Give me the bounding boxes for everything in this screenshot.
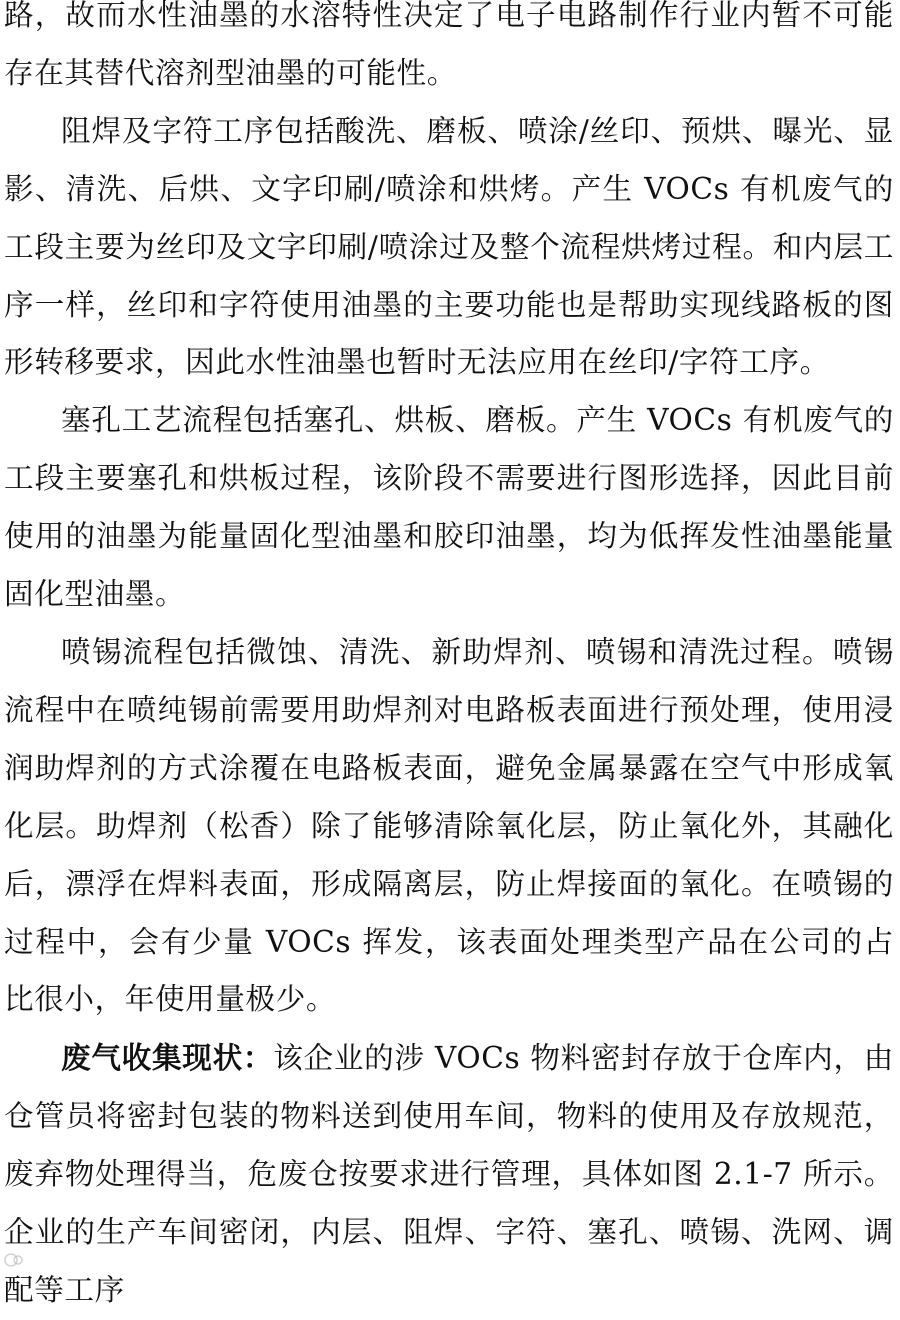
paragraph-continuation: [0, 0, 900, 103]
paragraph-hot-air-leveling-process: [0, 624, 900, 1029]
paragraph-solder-mask-process: [0, 103, 900, 393]
paragraph-text: 阻焊及字符工序包括酸洗、磨板、喷涂/丝印、预烘、曝光、显影、清洗、后烘、文字印刷/喷涂和烘烤。产生 VOCs 有机废气的工段主要为丝印及文字印刷/喷涂过及整个流程烘烤过程。和内层工序一样，丝印和字符使用油墨的主要功能也是帮助实现线路板的图形转移要求，因此水性油墨也暂时无法应用在丝印/字符工序。: [4, 113, 894, 380]
paragraph-text: 路，故而水性油墨的水溶特性决定了电子电路制作行业内暂不可能存在其替代溶剂型油墨的可能性。: [4, 0, 894, 90]
paragraph-exhaust-collection-status: [0, 1029, 900, 1320]
paragraph-text: 该企业的涉 VOCs 物料密封存放于仓库内，由仓管员将密封包装的物料送到使用车间，物料的使用及存放规范，废弃物处理得当，危废仓按要求进行管理，具体如图 2.1-7 所示。企业的生产车间密闭，内层、阻焊、字符、塞孔、喷锡、洗网、调配等工序: [4, 1041, 895, 1307]
paragraph-plug-hole-process: [0, 392, 900, 624]
paragraph-text: 喷锡流程包括微蚀、清洗、新助焊剂、喷锡和清洗过程。喷锡流程中在喷纯锡前需要用助焊剂对电路板表面进行预处理，使用浸润助焊剂的方式涂覆在电路板表面，避免金属暴露在空气中形成氧化层。助焊剂（松香）除了能够清除氧化层，防止氧化外，其融化后，漂浮在焊料表面，形成隔离层，防止焊接面的氧化。在喷锡的过程中，会有少量 VOCs 挥发，该表面处理类型产品在公司的占比很小，年使用量极少。: [4, 634, 894, 1017]
paragraph-bold-label: 废气收集现状：: [61, 1040, 274, 1076]
paragraph-text: 塞孔工艺流程包括塞孔、烘板、磨板。产生 VOCs 有机废气的工段主要塞孔和烘板过程，该阶段不需要进行图形选择，因此目前使用的油墨为能量固化型油墨和胶印油墨，均为低挥发性油墨能量固化型油墨。: [4, 403, 894, 612]
